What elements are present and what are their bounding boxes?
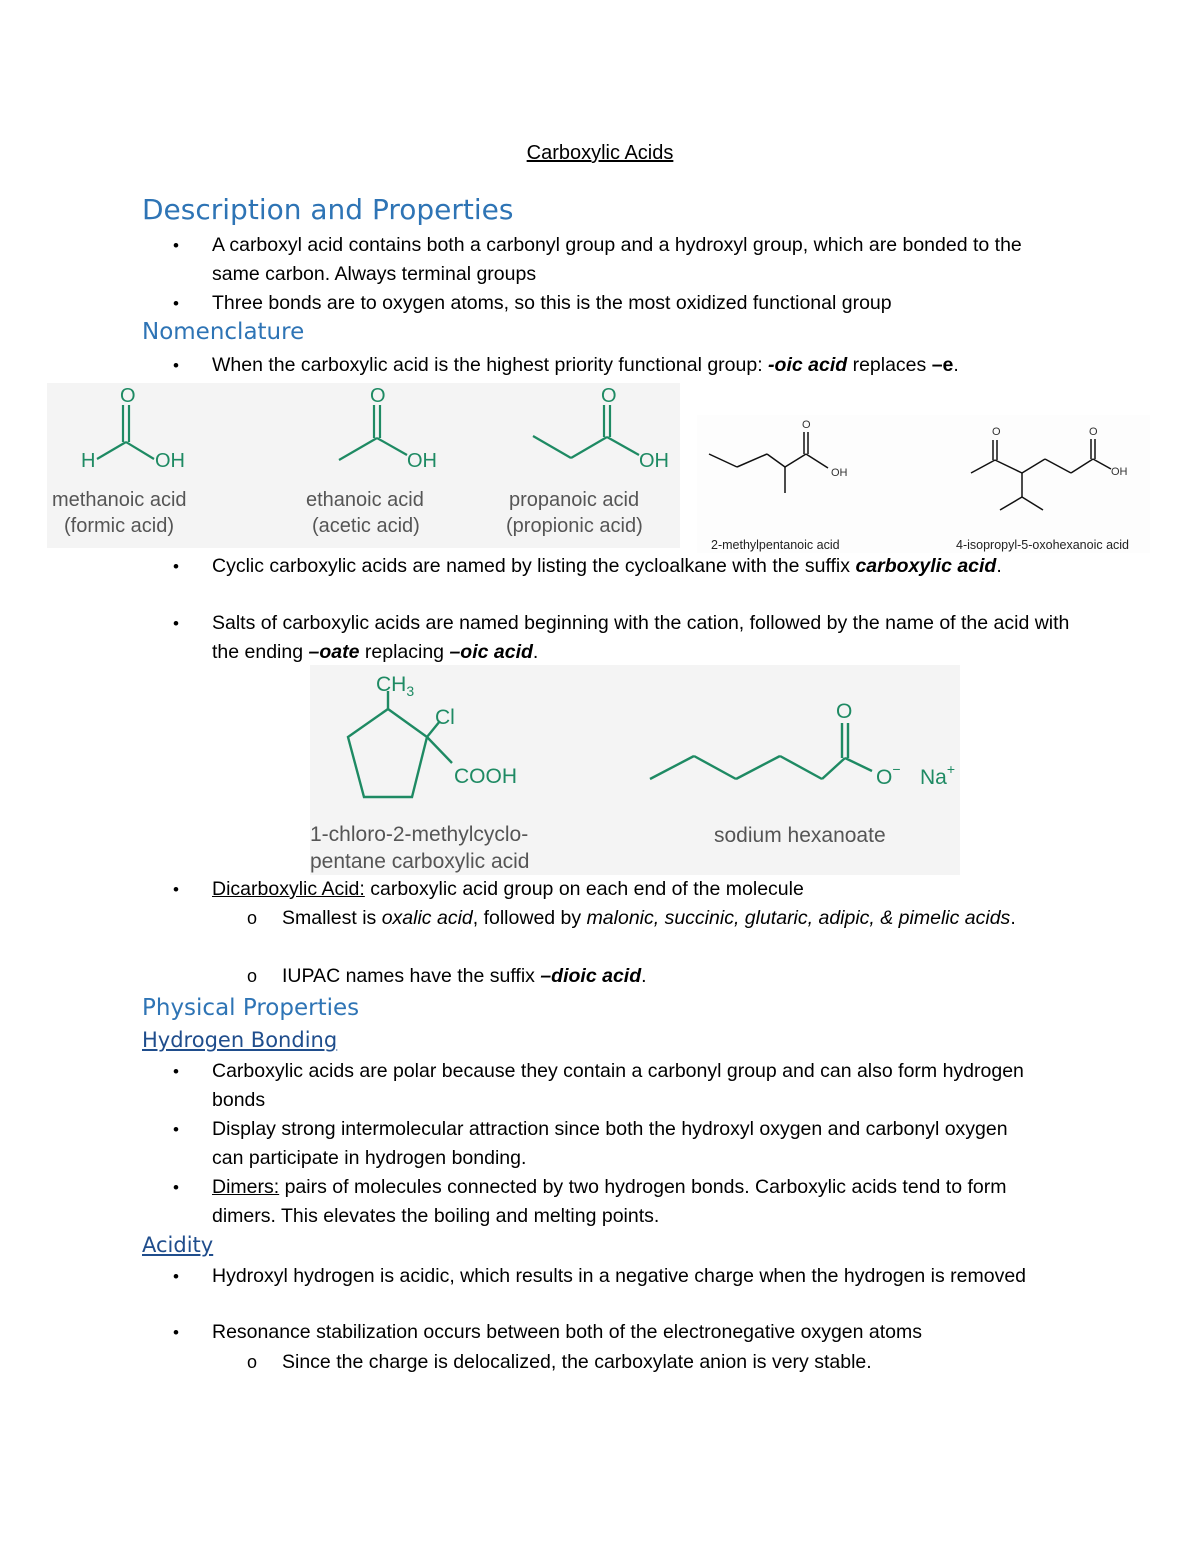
label-2-methylpentanoic: 2-methylpentanoic acid [711,538,840,552]
atom-oh: OH [1111,466,1128,478]
sub-bullet-icon: o [247,908,258,928]
atom-o: O [1089,426,1098,438]
bullet-icon: • [173,880,179,899]
atom-cl: Cl [435,706,455,729]
bullet-icon: • [173,1062,179,1081]
simple-acids-structures [47,383,680,548]
atom-o: O [370,385,386,407]
acidity-sub-bullet-1: Since the charge is delocalized, the carboxylate anion is very stable. [282,1351,872,1373]
atom-oh: OH [831,467,848,479]
atom-na-plus: Na+ [920,761,956,789]
physical-bullet-2: Display strong intermolecular attraction since both the hydroxyl oxygen and carbonyl oxygen can participate in hydrogen bonding. [212,1118,1008,1169]
atom-o: O [120,385,136,407]
atom-o: O [992,426,1001,438]
bullet-icon: • [173,614,179,633]
nomenclature-bullet-4: Dicarboxylic Acid: carboxylic acid group on each end of the molecule [212,878,804,900]
branched-acids-structures [697,415,1150,553]
cyclic-and-salt-structures [310,665,960,875]
bullet-icon: • [173,1323,179,1342]
description-bullet-2: Three bonds are to oxygen atoms, so this is the most oxidized functional group [212,292,892,314]
figure-simple-acids [47,383,680,548]
heading-nomenclature: Nomenclature [142,319,305,345]
label-propanoic: propanoic acid [509,489,640,511]
physical-bullet-3: Dimers: pairs of molecules connected by two hydrogen bonds. Carboxylic acids tend to form dimers. This elevates the boiling and melting points. [212,1176,1007,1227]
label-4-isopropyl-5-oxohexanoic: 4-isopropyl-5-oxohexanoic acid [956,538,1130,552]
atom-o: O [836,700,853,723]
dicarboxylic-sub-bullet-1: Smallest is oxalic acid, followed by malonic, succinic, glutaric, adipic, & pimelic acids. [282,907,1016,929]
physical-bullet-1: Carboxylic acids are polar because they contain a carbonyl group and can also form hydrogen bonds [212,1060,1024,1111]
bullet-icon: • [173,1267,179,1286]
label-cyclic-acid-1: 1-chloro-2-methylcyclo- [310,823,529,846]
sub-bullet-icon: o [247,1352,258,1372]
bullet-icon: • [173,1120,179,1139]
atom-o: O [601,385,617,407]
atom-oh: OH [155,450,185,472]
atom-o-minus: O− [876,761,901,789]
page-title: Carboxylic Acids [526,142,674,164]
bullet-icon: • [173,236,179,255]
bullet-icon: • [173,294,179,313]
heading-description: Description and Properties [142,193,514,226]
figure-branched-acids [697,415,1150,553]
dicarboxylic-sub-bullet-2: IUPAC names have the suffix –dioic acid. [282,965,647,987]
nomenclature-bullet-3: Salts of carboxylic acids are named beginning with the cation, followed by the name of the acid with the ending –oate replacing –oic acid. [212,612,1070,663]
label-cyclic-acid-2: pentane carboxylic acid [310,850,530,873]
heading-acidity: Acidity [142,1233,214,1257]
acidity-bullet-1: Hydroxyl hydrogen is acidic, which results in a negative charge when the hydrogen is removed [212,1265,1027,1287]
figure-cyclic-and-salt [310,665,960,875]
nomenclature-bullet-2: Cyclic carboxylic acids are named by listing the cycloalkane with the suffix carboxylic acid. [212,555,1002,577]
atom-ch3: $CH_3$ [376,673,415,699]
acidity-bullet-2: Resonance stabilization occurs between both of the electronegative oxygen atoms [212,1321,923,1343]
bullet-icon: • [173,356,179,375]
sub-bullet-icon: o [247,966,258,986]
label-propionic: (propionic acid) [506,515,643,537]
atom-cooh: COOH [454,765,517,788]
bullet-icon: • [173,557,179,576]
heading-physical-properties: Physical Properties [142,995,360,1021]
label-methanoic: methanoic acid [52,489,187,511]
atom-oh: OH [639,450,669,472]
label-acetic: (acetic acid) [312,515,420,537]
label-sodium-hexanoate: sodium hexanoate [714,824,886,847]
label-formic: (formic acid) [64,515,175,537]
description-bullet-1: A carboxyl acid contains both a carbonyl group and a hydroxyl group, which are bonded to the same carbon. Always terminal groups [212,234,1022,285]
nomenclature-bullet-1: When the carboxylic acid is the highest priority functional group: -oic acid replaces –e. [212,354,959,376]
atom-h: H [81,450,96,472]
atom-oh: OH [407,450,437,472]
label-ethanoic: ethanoic acid [306,489,424,511]
bullet-icon: • [173,1178,179,1197]
atom-o: O [802,419,811,431]
heading-hydrogen-bonding: Hydrogen Bonding [142,1028,338,1052]
